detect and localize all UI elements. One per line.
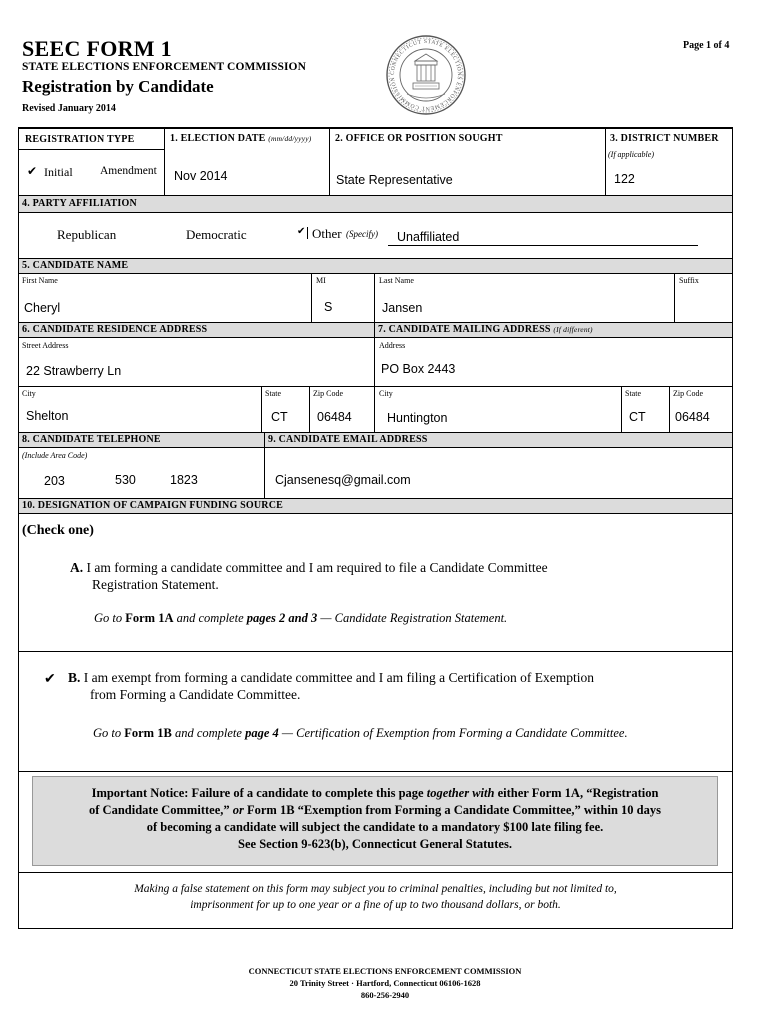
- important-notice-text: Important Notice: Failure of a candidate to complete this page together with either Form 1A, “Registration of Candidate Committee,” or Form 1B “Exemption from Forming a Candidate Committee,” within 10 days of becoming a candidate will subject the candidate to a mandatory $100 late filing fee. See Section 9-623(b), Connecticut General Statutes.: [89, 786, 661, 851]
- residence-state-label: State: [265, 389, 281, 398]
- funding-option-b-checkmark-icon: ✔: [44, 672, 56, 687]
- residence-city-value[interactable]: Shelton: [26, 409, 69, 423]
- mailing-zip-label: Zip Code: [673, 389, 703, 398]
- option-b-goto: Go to Form 1B and complete page 4 — Certification of Exemption from Forming a Candidate Committee.: [93, 726, 628, 740]
- other-specify-underline: [388, 245, 698, 246]
- residence-city-label: City: [22, 389, 36, 398]
- false-statement-warning: Making a false statement on this form may subject you to criminal penalties, including but not limited to, imprisonment for up to one year or a fine of up to two thousand dollars, or both.: [134, 883, 617, 911]
- mailing-city-label: City: [379, 389, 393, 398]
- amendment-checkbox[interactable]: [100, 165, 162, 179]
- street-address-value[interactable]: 22 Strawberry Ln: [26, 364, 122, 378]
- party-republican-option[interactable]: Republican: [57, 227, 117, 242]
- district-number-label: 3. DISTRICT NUMBER: [610, 133, 719, 144]
- initial-checkmark-icon: ✔: [27, 164, 38, 178]
- revised-date: Revised January 2014: [22, 103, 116, 114]
- first-name-label: First Name: [22, 276, 58, 285]
- party-affiliation-label: 4. PARTY AFFILIATION: [22, 198, 137, 209]
- residence-address-label: 6. CANDIDATE RESIDENCE ADDRESS: [22, 324, 208, 335]
- phone-area-code[interactable]: 203: [44, 474, 65, 488]
- amendment-label: Amendment: [100, 165, 157, 177]
- party-other-option[interactable]: [297, 226, 387, 242]
- telephone-hint: (Include Area Code): [22, 451, 88, 460]
- mi-value[interactable]: S: [324, 300, 333, 314]
- option-b-text-line2: from Forming a Candidate Committee.: [90, 687, 301, 702]
- election-date-value[interactable]: Nov 2014: [174, 169, 228, 183]
- party-other-value[interactable]: Unaffiliated: [397, 230, 460, 244]
- check-one-label: (Check one): [22, 523, 94, 538]
- street-address-label: Street Address: [22, 341, 69, 350]
- last-name-label: Last Name: [379, 276, 414, 285]
- other-checkbox-edge: [307, 227, 308, 239]
- residence-zip-value[interactable]: 06484: [317, 410, 352, 424]
- district-value[interactable]: 122: [614, 172, 635, 186]
- other-hint: (Specify): [346, 229, 378, 239]
- registration-type-label: REGISTRATION TYPE: [25, 134, 135, 145]
- mailing-zip-value[interactable]: 06484: [675, 410, 710, 424]
- commission-seal: [385, 34, 467, 116]
- agency-name: STATE ELECTIONS ENFORCEMENT COMMISSION: [22, 61, 307, 73]
- footer-address: CONNECTICUT STATE ELECTIONS ENFORCEMENT COMMISSION 20 Trinity Street · Hartford, Connecticut 06106-1628 860-256-2940: [248, 966, 522, 1000]
- option-a-text-line2: Registration Statement.: [92, 577, 219, 592]
- mailing-city-value[interactable]: Huntington: [387, 411, 448, 425]
- document-title: Registration by Candidate: [22, 77, 214, 96]
- residence-zip-label: Zip Code: [313, 389, 343, 398]
- mailing-state-label: State: [625, 389, 641, 398]
- mailing-address-value[interactable]: PO Box 2443: [381, 362, 456, 376]
- funding-option-b[interactable]: [66, 669, 706, 745]
- candidate-name-label: 5. CANDIDATE NAME: [22, 260, 129, 271]
- mailing-address-label: 7. CANDIDATE MAILING ADDRESS (If different): [378, 324, 593, 335]
- initial-label: Initial: [44, 165, 73, 179]
- office-value[interactable]: State Representative: [336, 173, 453, 187]
- telephone-label: 8. CANDIDATE TELEPHONE: [22, 434, 161, 445]
- funding-source-label: 10. DESIGNATION OF CAMPAIGN FUNDING SOURCE: [22, 500, 284, 511]
- party-democratic-option[interactable]: Democratic: [186, 227, 247, 242]
- form-title: SEEC FORM 1: [22, 36, 172, 61]
- phone-prefix[interactable]: 530: [115, 473, 136, 487]
- option-a-goto: Go to Form 1A and complete pages 2 and 3 — Candidate Registration Statement.: [94, 611, 508, 625]
- election-date-label: 1. ELECTION DATE (mm/dd/yyyy): [170, 133, 312, 144]
- other-checkmark-icon: ✔: [297, 226, 306, 237]
- office-label: 2. OFFICE OR POSITION SOUGHT: [335, 133, 503, 144]
- seal-text: CONNECTICUT STATE ELECTIONS ENFORCEMENT COMMISSION: [389, 38, 463, 112]
- option-b-text: B. I am exempt from forming a candidate committee and I am filing a Certification of Exemption: [68, 670, 594, 685]
- mailing-address-field-label: Address: [379, 341, 406, 350]
- last-name-value[interactable]: Jansen: [382, 301, 423, 315]
- mailing-state-value[interactable]: CT: [629, 410, 646, 424]
- email-label: 9. CANDIDATE EMAIL ADDRESS: [268, 434, 428, 445]
- funding-option-a[interactable]: [66, 559, 706, 629]
- mi-label: MI: [316, 276, 326, 285]
- option-a-text: A. I am forming a candidate committee and I am required to file a Candidate Committee: [70, 560, 548, 575]
- email-value[interactable]: Cjansenesq@gmail.com: [275, 473, 411, 487]
- phone-line-number[interactable]: 1823: [170, 473, 198, 487]
- page-label: Page 1 of 4: [683, 40, 730, 51]
- suffix-label: Suffix: [679, 276, 699, 285]
- other-label: Other: [312, 226, 342, 241]
- first-name-value[interactable]: Cheryl: [24, 301, 61, 315]
- initial-checkbox[interactable]: [27, 165, 97, 179]
- residence-state-value[interactable]: CT: [271, 410, 288, 424]
- district-hint: (If applicable): [608, 150, 654, 159]
